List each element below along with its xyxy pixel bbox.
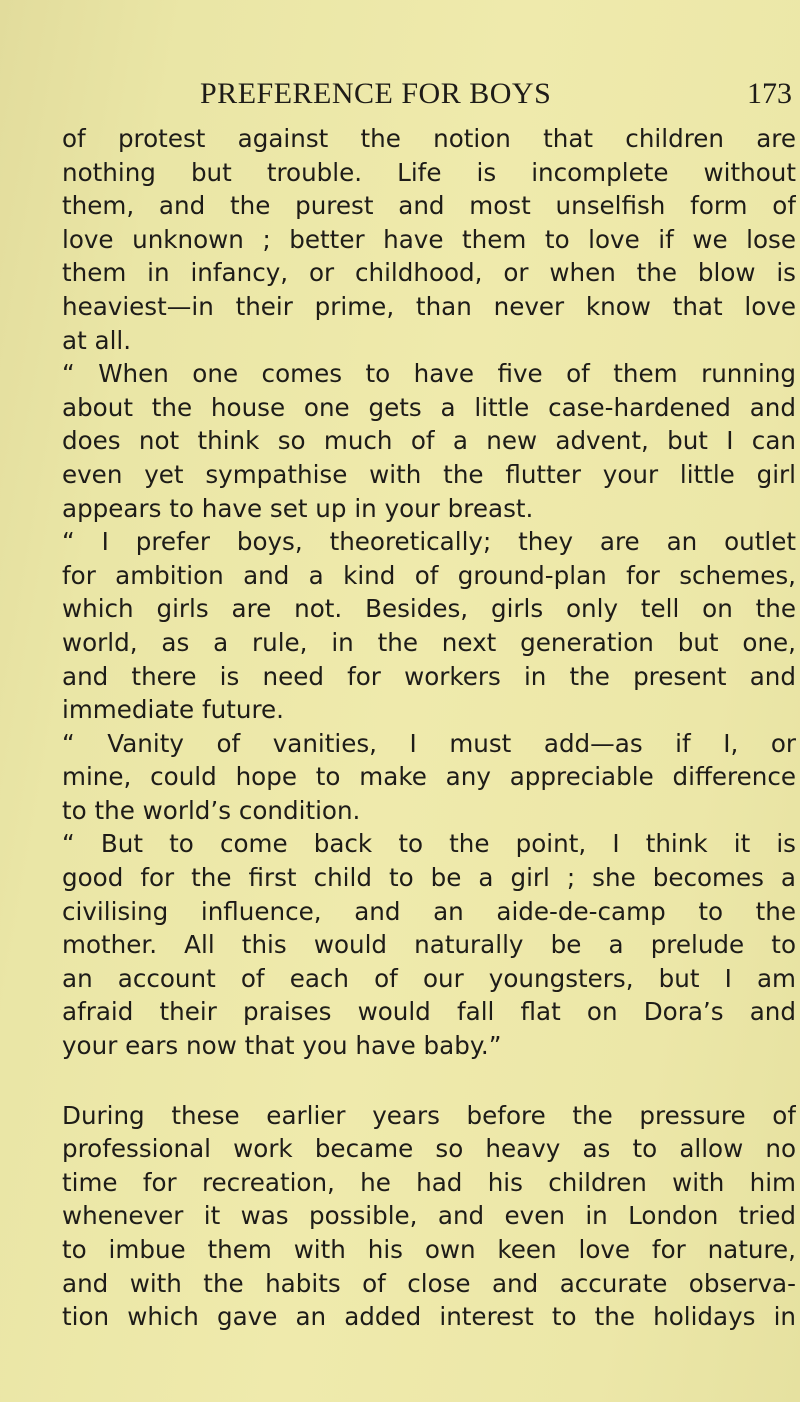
text-line: During these earlier years before the pressure of [62, 1100, 796, 1130]
text-line: civilising influence, and an aide-de-camp to the [62, 896, 796, 926]
narrative-paragraph [62, 1099, 796, 1334]
text-line: an account of each of our youngsters, but I am [62, 963, 796, 993]
text-line: love unknown ; better have them to love if we lose [62, 224, 796, 254]
text-line: mine, could hope to make any appreciable difference [62, 762, 796, 792]
text-line: which girls are not. Besides, girls only tell on the [62, 594, 796, 624]
text-line: “ When one comes to have five of them running [62, 359, 796, 389]
body-text [62, 122, 796, 1334]
text-line: nothing but trouble. Life is incomplete without [62, 157, 796, 187]
text-line: “ I prefer boys, theoretically; they are an outlet [62, 527, 796, 557]
text-line: professional work became so heavy as to allow no [62, 1134, 796, 1164]
text-line: tion which gave an added interest to the holidays in [62, 1302, 796, 1332]
text-line: immediate future. [62, 695, 284, 725]
page-number: 173 [747, 77, 792, 110]
text-line: about the house one gets a little case-hardened and [62, 392, 796, 422]
text-line: mother. All this would naturally be a prelude to [62, 930, 796, 960]
letter-passage [62, 122, 796, 1063]
text-line: does not think so much of a new advent, but I can [62, 426, 796, 456]
text-line: even yet sympathise with the flutter your little girl [62, 459, 796, 489]
text-line: afraid their praises would fall flat on Dora’s and [62, 997, 796, 1027]
running-title: PREFERENCE FOR BOYS [200, 77, 552, 110]
text-line: to the world’s condition. [62, 795, 361, 825]
text-line: and with the habits of close and accurate observa- [62, 1268, 796, 1298]
text-line: at all. [62, 325, 132, 355]
text-line: “ Vanity of vanities, I must add—as if I, or [62, 728, 796, 758]
text-line: to imbue them with his own keen love for nature, [62, 1235, 796, 1264]
text-line: appears to have set up in your breast. [62, 493, 534, 523]
text-line: of protest against the notion that children are [62, 124, 796, 153]
text-line: and there is need for workers in the present and [62, 661, 796, 691]
page-header [62, 74, 796, 114]
text-line: world, as a rule, in the next generation but one, [62, 627, 796, 657]
text-line: good for the first child to be a girl ; she becomes a [62, 863, 796, 893]
text-line: your ears now that you have baby.” [62, 1031, 502, 1061]
text-line: whenever it was possible, and even in London tried [62, 1201, 796, 1231]
text-line: for ambition and a kind of ground-plan for schemes, [62, 560, 796, 590]
text-line: time for recreation, he had his children with him [62, 1167, 796, 1197]
text-line: “ But to come back to the point, I think it is [62, 829, 796, 859]
text-line: them in infancy, or childhood, or when the blow is [62, 258, 796, 288]
text-line: heaviest—in their prime, than never know that love [62, 291, 796, 321]
paragraph-gap [62, 1063, 796, 1099]
text-line: them, and the purest and most unselfish form of [62, 191, 796, 221]
